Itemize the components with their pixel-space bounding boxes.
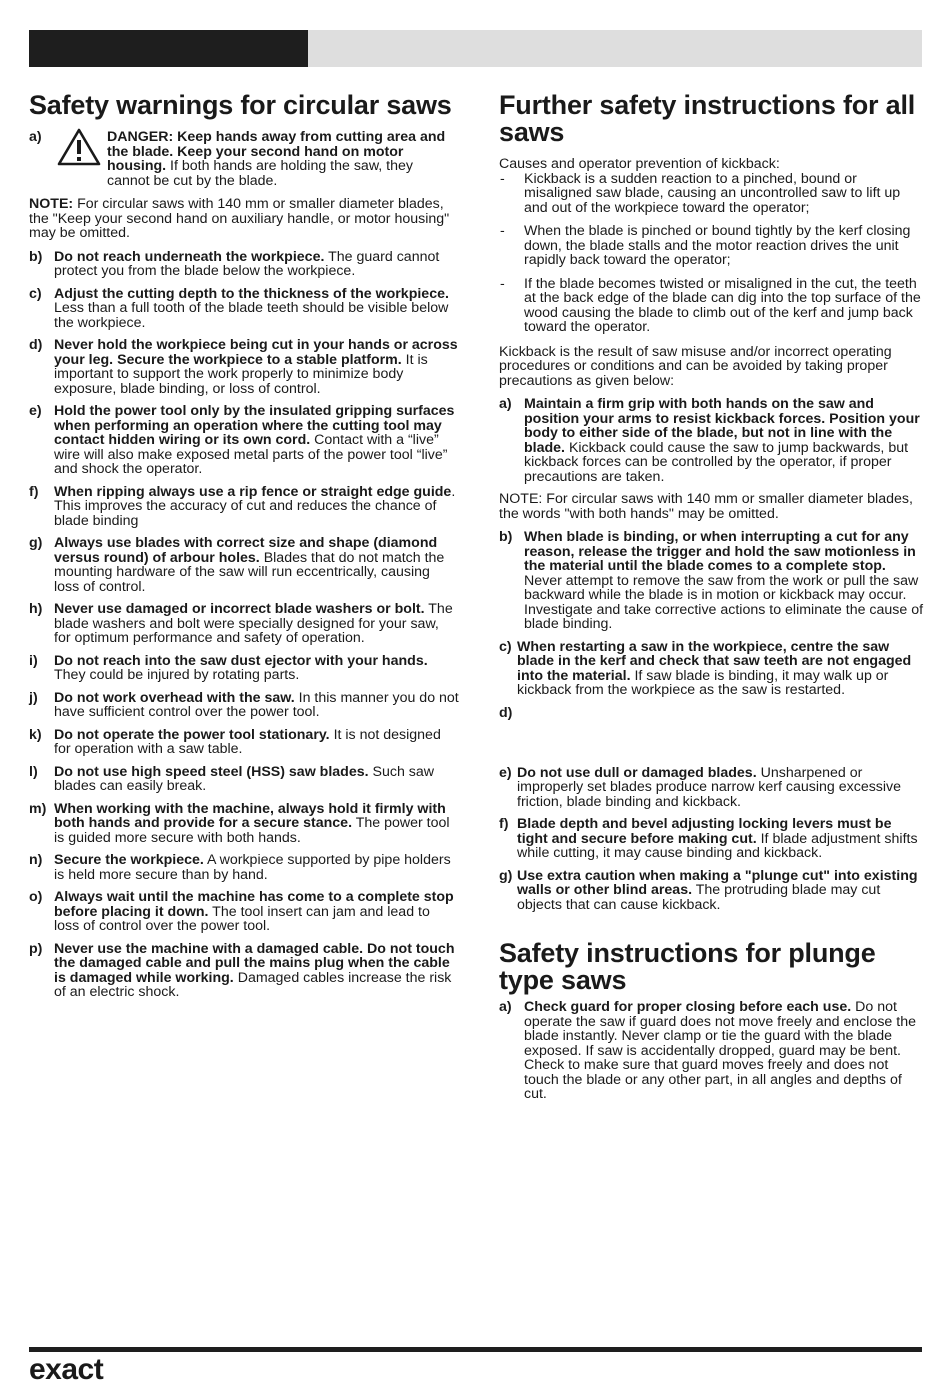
kickback-intro: Causes and operator prevention of kickback: bbox=[499, 156, 780, 172]
item-text: The blade washers and bolt were specially designed for your saw, for optimum performance and safety of operation. bbox=[54, 601, 453, 646]
item-text: Blades that do not match the mounting hardware of the saw will run eccentrically, causing loss of control. bbox=[54, 549, 445, 595]
dash-item bbox=[499, 172, 925, 216]
item-text: The tool insert can jam and lead to loss of control over the power tool. bbox=[54, 903, 430, 934]
right-item-b bbox=[499, 530, 925, 632]
left-item-n bbox=[29, 853, 459, 882]
item-text: Unsharpened or improperly set blades produce narrow kerf causing excessive friction, blade binding and kickback. bbox=[517, 764, 902, 810]
item-label: c) bbox=[499, 638, 512, 655]
item-text: The protruding blade may cut objects that can cause kickback. bbox=[517, 882, 881, 913]
section-heading-all-saws: Further safety instructions for all saws bbox=[499, 90, 916, 147]
item-bold-text: When working with the machine, always hold it firmly with both hands and provide for a secure stance. bbox=[54, 800, 446, 831]
dash-item bbox=[499, 277, 925, 335]
item-bold-text: Do not reach into the saw dust ejector with your hands. bbox=[54, 652, 428, 669]
item-bold-text: Do not use dull or damaged blades. bbox=[517, 764, 757, 781]
item-text: In this manner you do not have sufficient control over the power tool. bbox=[54, 689, 459, 720]
dash-text: Kickback is a sudden reaction to a pinched, bound or misaligned saw blade, causing an uncontrolled saw to lift up and out of the workpiece toward the operator; bbox=[524, 170, 901, 216]
logo-text: exact bbox=[29, 1355, 104, 1381]
item-text: The power tool is guided more secure with both hands. bbox=[54, 815, 450, 846]
item-label: f) bbox=[29, 483, 39, 500]
danger-text: If both hands are holding the saw, they cannot be cut by the blade. bbox=[107, 158, 413, 189]
right-item-f bbox=[499, 817, 925, 861]
right-item-a bbox=[499, 397, 925, 484]
left-item-b bbox=[29, 250, 459, 279]
note-text: For circular saws with 140 mm or smaller diameter blades, the "Keep your second hand on auxiliary handle, or motor housing" may be omitted. bbox=[29, 196, 450, 241]
left-item-p bbox=[29, 942, 459, 1000]
dash-label: - bbox=[500, 275, 505, 292]
left-item-e bbox=[29, 404, 459, 477]
item-bold-text: Never hold the workpiece being cut in your hands or across your leg. Secure the workpiece to a stable platform. bbox=[54, 337, 458, 368]
item-bold-text: Hold the power tool only by the insulated gripping surfaces when performing an operation where the cutting tool may contact hidden wiring or its own cord. bbox=[54, 403, 455, 448]
right-column bbox=[499, 92, 925, 1110]
danger-warning bbox=[29, 130, 459, 188]
item-label: j) bbox=[29, 689, 38, 706]
item-label: k) bbox=[29, 726, 42, 743]
right-item-e bbox=[499, 766, 925, 810]
item-label: e) bbox=[29, 403, 42, 419]
dash-text: If the blade becomes twisted or misaligned in the cut, the teeth at the back edge of the blade can dig into the top surface of the wood causing the blade to climb out of the kerf and jump back toward the operator. bbox=[524, 275, 921, 335]
item-bold-text: Do not operate the power tool stationary. bbox=[54, 726, 330, 743]
left-column bbox=[29, 92, 459, 1008]
dash-item bbox=[499, 224, 925, 268]
item-bold-text: Adjust the cutting depth to the thickness of the workpiece. bbox=[54, 285, 449, 302]
item-label: a) bbox=[499, 999, 512, 1015]
plunge-item-a bbox=[499, 1000, 925, 1102]
footer-rule bbox=[29, 1347, 922, 1352]
left-item-l bbox=[29, 765, 459, 794]
section-heading-plunge-saws: Safety instructions for plunge type saws bbox=[499, 938, 876, 995]
left-item-m bbox=[29, 802, 459, 846]
item-bold-text: Never use the machine with a damaged cable. Do not touch the damaged cable and pull the mains plug when the cable is damaged while working. bbox=[54, 940, 455, 986]
kickback-paragraph: Kickback is the result of saw misuse and/or incorrect operating procedures or conditions and can be avoided by taking proper precautions as given below: bbox=[499, 343, 892, 389]
left-item-g bbox=[29, 536, 459, 594]
dash-label: - bbox=[500, 223, 505, 239]
item-label: b) bbox=[499, 529, 513, 545]
item-text: Kickback could cause the saw to jump backwards, but kickback forces can be controlled by the operator, if proper precautions are taken. bbox=[524, 439, 909, 485]
item-label: h) bbox=[29, 601, 43, 617]
item-bold-text: Do not use high speed steel (HSS) saw blades. bbox=[54, 763, 369, 780]
item-bold-text: Blade depth and bevel adjusting locking levers must be tight and secure before making cut. bbox=[517, 816, 892, 847]
left-item-o bbox=[29, 890, 459, 934]
item-bold-text: Never use damaged or incorrect blade washers or bolt. bbox=[54, 601, 425, 617]
exact-brand-logo bbox=[29, 1355, 153, 1381]
left-item-i bbox=[29, 654, 459, 683]
left-item-k bbox=[29, 728, 459, 757]
item-label: c) bbox=[29, 285, 42, 302]
item-label: a) bbox=[29, 129, 42, 145]
right-item-c bbox=[499, 640, 925, 698]
danger-bold-text: DANGER: Keep hands away from cutting area and the blade. Keep your second hand on motor housing. bbox=[107, 129, 446, 174]
item-label: i) bbox=[29, 652, 38, 669]
item-bold-text: Maintain a firm grip with both hands on the saw and position your arms to resist kickback forces. Position your body to either side of the blade, but not in line with the blade. bbox=[524, 396, 920, 456]
item-label: n) bbox=[29, 852, 43, 868]
item-text: A workpiece supported by pipe holders is held more secure than by hand. bbox=[54, 852, 451, 883]
item-text: If blade adjustment shifts while cutting, it may cause binding and kickback. bbox=[517, 830, 918, 861]
item-text: The guard cannot protect you from the blade below the workpiece. bbox=[54, 248, 440, 279]
dash-label: - bbox=[500, 170, 505, 187]
right-item-g bbox=[499, 869, 925, 913]
item-text: . This improves the accuracy of cut and reduces the chance of blade binding bbox=[54, 483, 456, 529]
item-label: b) bbox=[29, 248, 43, 265]
item-label: o) bbox=[29, 889, 43, 905]
item-text: Less than a full tooth of the blade teeth should be visible below the workpiece. bbox=[54, 300, 449, 331]
item-text: Contact with a “live” wire will also make exposed metal parts of the power tool “live” and shock the operator. bbox=[54, 432, 448, 477]
item-bold-text: Always use blades with correct size and shape (diamond versus round) of arbour holes. bbox=[54, 535, 438, 566]
item-label: l) bbox=[29, 763, 38, 780]
section-heading-circular-saws: Safety warnings for circular saws bbox=[29, 90, 452, 120]
item-label: e) bbox=[499, 764, 512, 781]
left-item-h bbox=[29, 602, 459, 646]
item-text: Damaged cables increase the risk of an electric shock. bbox=[54, 969, 452, 1000]
note-circular bbox=[29, 197, 459, 241]
item-label: m) bbox=[29, 800, 47, 817]
header-bar-light bbox=[308, 30, 922, 67]
item-text: Never attempt to remove the saw from the work or pull the saw backward while the blade is in motion or kickback may occur. Investigate and take corrective actions to eliminate the cause of blade binding. bbox=[524, 572, 924, 632]
warning-triangle-icon bbox=[57, 128, 101, 166]
note-with-both-hands: NOTE: For circular saws with 140 mm or smaller diameter blades, the words "with both hands" may be omitted. bbox=[499, 491, 913, 522]
left-item-f bbox=[29, 485, 459, 529]
item-label: g) bbox=[29, 535, 43, 551]
item-bold-text: Secure the workpiece. bbox=[54, 852, 204, 868]
item-label: d) bbox=[29, 337, 43, 353]
item-bold-text: Always wait until the machine has come to a complete stop before placing it down. bbox=[54, 889, 454, 920]
dash-text: When the blade is pinched or bound tightly by the kerf closing down, the blade stalls and the motor reaction drives the unit rapidly back toward the operator; bbox=[524, 223, 911, 268]
item-label: f) bbox=[499, 816, 509, 832]
header-bar-dark bbox=[29, 30, 308, 67]
item-label: p) bbox=[29, 940, 43, 957]
item-bold-text: When blade is binding, or when interrupting a cut for any reason, release the trigger and hold the saw motionless in the material until the blade comes to a complete stop. bbox=[524, 529, 916, 574]
item-bold-text: Do not work overhead with the saw. bbox=[54, 689, 295, 706]
item-text: Do not operate the saw if guard does not move freely and enclose the blade instantly. Never clamp or tie the guard with the blade exposed. If saw is accidentally dropped, guard may be bent. Check to make sure that guard moves freely and does not touch the blade or any other part, in all angles and depths of cut. bbox=[524, 999, 916, 1102]
left-item-list bbox=[29, 250, 459, 1000]
item-label: d) bbox=[499, 704, 513, 721]
left-item-c bbox=[29, 287, 459, 331]
item-text: It is important to support the work properly to minimize body exposure, blade binding, or loss of control. bbox=[54, 351, 428, 397]
item-label: a) bbox=[499, 396, 512, 412]
item-label: g) bbox=[499, 867, 513, 884]
left-item-j bbox=[29, 691, 459, 720]
item-text: It is not designed for operation with a saw table. bbox=[54, 726, 441, 757]
item-bold-text: When restarting a saw in the workpiece, centre the saw blade in the kerf and check that saw teeth are not engaged into the material. bbox=[517, 638, 912, 684]
right-item-d bbox=[499, 706, 925, 758]
left-item-d bbox=[29, 338, 459, 396]
note-label: NOTE: bbox=[29, 196, 74, 212]
item-bold-text: Do not reach underneath the workpiece. bbox=[54, 248, 325, 265]
item-text: Such saw blades can easily break. bbox=[54, 763, 435, 794]
item-bold-text: Use extra caution when making a "plunge cut" into existing walls or other blind areas. bbox=[517, 867, 918, 898]
item-bold-text: Check guard for proper closing before each use. bbox=[524, 999, 852, 1015]
item-bold-text: When ripping always use a rip fence or straight edge guide bbox=[54, 483, 452, 500]
item-text: They could be injured by rotating parts. bbox=[54, 667, 300, 683]
item-text: If saw blade is binding, it may walk up or kickback from the workpiece as the saw is restarted. bbox=[517, 667, 889, 698]
